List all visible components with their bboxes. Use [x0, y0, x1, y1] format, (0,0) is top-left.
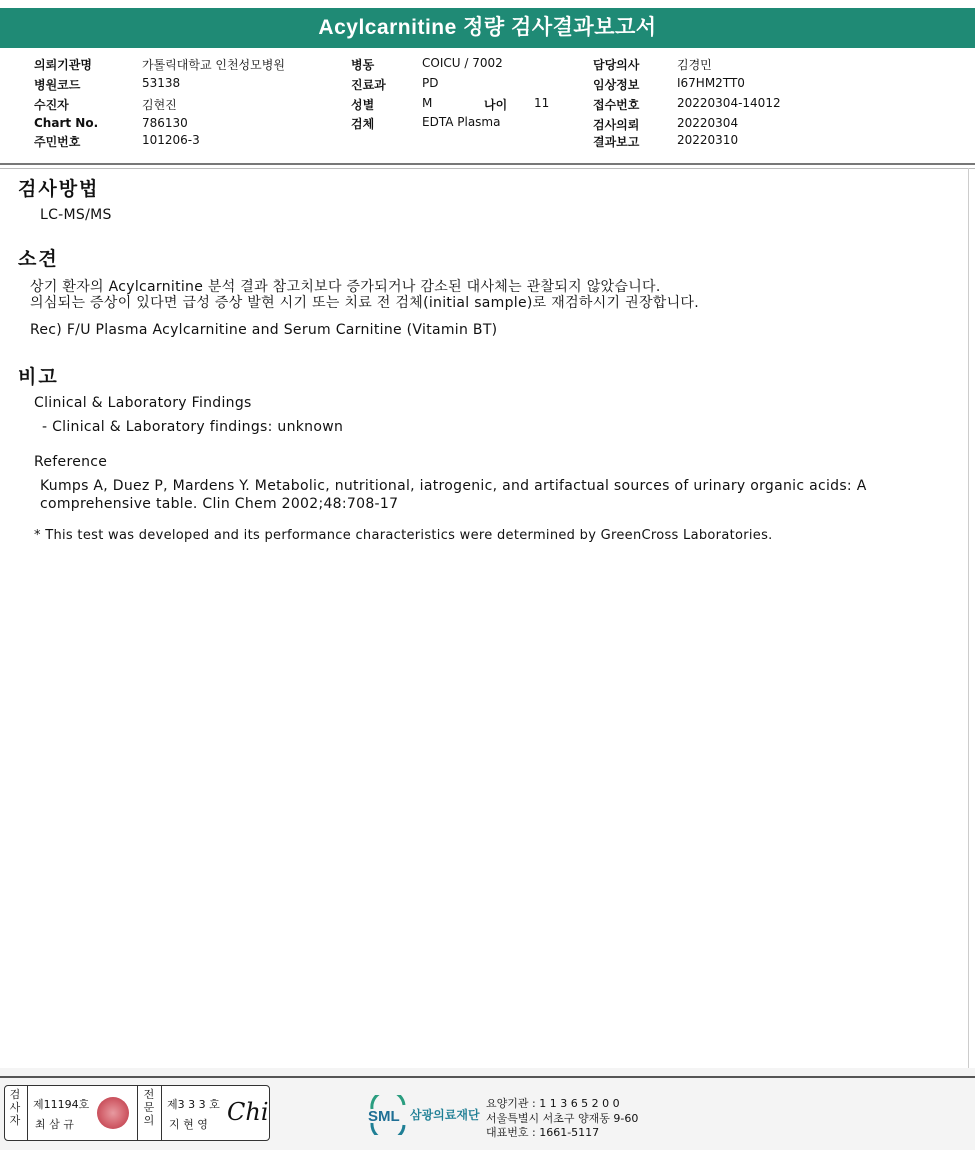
report-date-label: 결과보고 [593, 135, 640, 149]
header-divider-thin [0, 168, 975, 169]
hospital-value: 가톨릭대학교 인천성모병원 [142, 58, 285, 72]
examiner-number: 제11194호 [33, 1098, 90, 1111]
handwritten-signature: Chi [227, 1098, 269, 1126]
page-right-border [968, 168, 969, 1068]
reg-label: 접수번호 [593, 98, 640, 112]
age-value: 11 [534, 96, 550, 110]
clinical-value: I67HM2TT0 [677, 76, 745, 90]
chart-label: Chart No. [34, 116, 99, 130]
doctor-value: 김경민 [677, 58, 712, 72]
findings-line-2: 의심되는 증상이 있다면 급성 증상 발현 시기 또는 치료 전 검체(initial sample)로 재검하시기 권장합니다. [30, 295, 699, 311]
sex-value: M [422, 96, 433, 110]
organization-name: 삼광의료재단 [410, 1108, 480, 1122]
reference-line-1: Kumps A, Duez P, Mardens Y. Metabolic, nutritional, iatrogenic, and artifactual sources of urinary organic acids: A [40, 478, 867, 494]
patient-label: 수진자 [34, 98, 69, 112]
organization-address: 서울특별시 서초구 양재동 9-60 [486, 1112, 639, 1125]
remarks-heading: 비고 [18, 366, 59, 388]
reference-line-2: comprehensive table. Clin Chem 2002;48:708-17 [40, 496, 399, 512]
sig-divider-2 [137, 1086, 138, 1140]
patient-info-panel [0, 52, 975, 162]
findings-heading: 소견 [18, 248, 59, 270]
specimen-label: 검체 [351, 117, 375, 131]
sml-logo-icon [366, 1095, 410, 1135]
age-label: 나이 [484, 98, 508, 112]
rrn-value: 101206-3 [142, 133, 200, 147]
rrn-label: 주민번호 [34, 135, 81, 149]
chart-value: 786130 [142, 116, 188, 130]
clinical-findings-title: Clinical & Laboratory Findings [34, 395, 252, 411]
specimen-value: EDTA Plasma [422, 115, 501, 129]
request-date-label: 검사의뢰 [593, 118, 640, 132]
reg-value: 20220304-14012 [677, 96, 781, 110]
dept-label: 진료과 [351, 78, 386, 92]
sml-logo-text: SML [368, 1108, 400, 1125]
code-value: 53138 [142, 76, 181, 90]
dept-value: PD [422, 76, 439, 90]
specialist-name: 지 현 영 [169, 1118, 208, 1131]
findings-recommendation: Rec) F/U Plasma Acylcarnitine and Serum Carnitine (Vitamin BT) [30, 322, 498, 338]
ward-value: COICU / 7002 [422, 56, 503, 70]
clinical-label: 임상정보 [593, 78, 640, 92]
report-title: Acylcarnitine 정량 검사결과보고서 [0, 8, 975, 48]
clinical-findings-item: - Clinical & Laboratory findings: unknown [42, 419, 344, 435]
method-text: LC-MS/MS [40, 207, 112, 223]
header-divider [0, 163, 975, 165]
sig-divider-3 [161, 1086, 162, 1140]
sig-divider-1 [27, 1086, 28, 1140]
signature-box [4, 1085, 270, 1141]
license-number: 요양기관 : 1 1 3 6 5 2 0 0 [486, 1097, 620, 1110]
findings-line-1: 상기 환자의 Acylcarnitine 분석 결과 참고치보다 증가되거나 감소된 대사체는 관찰되지 않았습니다. [30, 279, 661, 295]
doctor-label: 담당의사 [593, 58, 640, 72]
report-date-value: 20220310 [677, 133, 739, 147]
reference-title: Reference [34, 454, 108, 470]
specialist-number: 제3 3 3 호 [167, 1098, 220, 1111]
code-label: 병원코드 [34, 78, 81, 92]
specialist-label: 전문의 [143, 1088, 155, 1127]
phone-number: 대표번호 : 1661-5117 [486, 1126, 600, 1139]
ward-label: 병동 [351, 58, 375, 72]
method-heading: 검사방법 [18, 178, 100, 200]
footer-divider [0, 1076, 975, 1078]
hospital-label: 의뢰기관명 [34, 58, 92, 72]
request-date-value: 20220304 [677, 116, 739, 130]
examiner-label: 검사자 [9, 1088, 21, 1127]
examiner-name: 최 삼 규 [35, 1118, 74, 1131]
patient-value: 김현진 [142, 98, 177, 112]
official-seal-stamp [97, 1097, 129, 1129]
sex-label: 성별 [351, 98, 375, 112]
disclaimer-note: * This test was developed and its performance characteristics were determined by GreenCross Laboratories. [34, 528, 773, 543]
